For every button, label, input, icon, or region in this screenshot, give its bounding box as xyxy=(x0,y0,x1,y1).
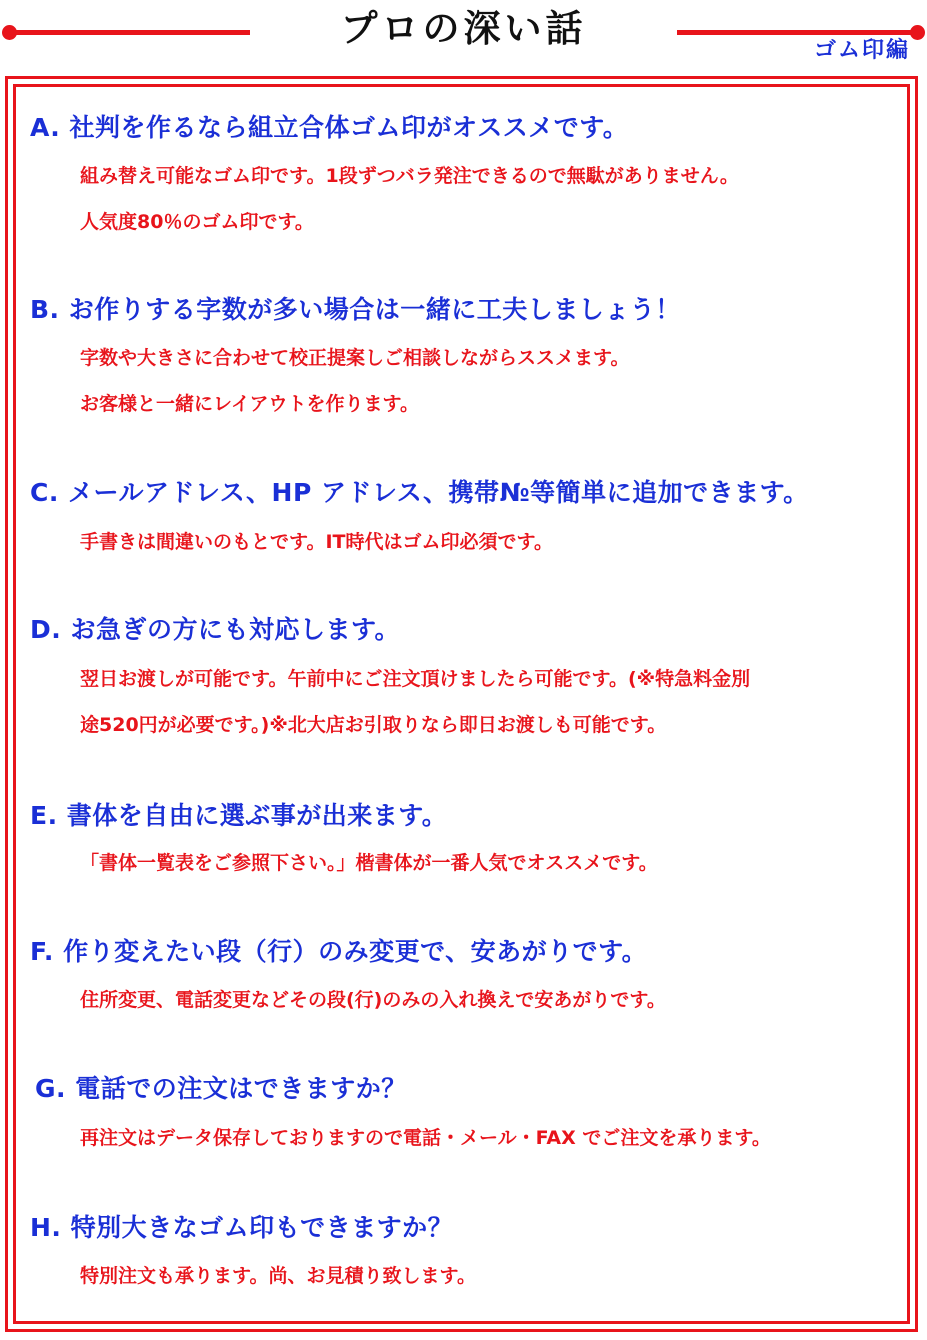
faq-question-c: C. メールアドレス、HP アドレス、携帯№等簡単に追加できます。 xyxy=(30,478,809,507)
page-title: プロの深い話 xyxy=(340,7,587,50)
faq-question-f: F. 作り変えたい段（行）のみ変更で、安あがりです。 xyxy=(30,937,648,966)
faq-answer-a-line-2: 人気度80％のゴム印です。 xyxy=(80,211,314,233)
faq-answer-a-line-1: 組み替え可能なゴム印です。1段ずつバラ発注できるので無駄がありません。 xyxy=(80,165,739,187)
header-rule-left-dot xyxy=(2,25,17,40)
faq-question-a: A. 社判を作るなら組立合体ゴム印がオススメです。 xyxy=(30,113,629,142)
faq-question-e: E. 書体を自由に選ぶ事が出来ます。 xyxy=(30,801,448,830)
faq-answer-b-line-2: お客様と一緒にレイアウトを作ります。 xyxy=(80,393,419,415)
faq-question-d: D. お急ぎの方にも対応します。 xyxy=(30,615,400,644)
faq-answer-e-line-1: 「書体一覧表をご参照下さい。」楷書体が一番人気でオススメです。 xyxy=(80,852,658,874)
header-rule-left xyxy=(8,30,250,35)
faq-answer-h-line-1: 特別注文も承ります。尚、お見積り致します。 xyxy=(80,1265,476,1287)
faq-question-h: H. 特別大きなゴム印もできますか？ xyxy=(30,1213,454,1242)
faq-answer-c-line-1: 手書きは間違いのもとです。IT時代はゴム印必須です。 xyxy=(80,531,553,553)
header-rule-right-dot xyxy=(910,25,925,40)
page-subtitle: ゴム印編 xyxy=(813,38,910,63)
faq-answer-d-line-1: 翌日お渡しが可能です。午前中にご注文頂けましたら可能です。(※特急料金別 xyxy=(80,668,751,690)
faq-answer-b-line-1: 字数や大きさに合わせて校正提案しご相談しながらススメます。 xyxy=(80,347,630,369)
faq-answer-g-line-1: 再注文はデータ保存しておりますので電話・メール・FAX でご注文を承ります。 xyxy=(80,1127,771,1149)
faq-answer-d-line-2: 途520円が必要です。)※北大店お引取りなら即日お渡しも可能です。 xyxy=(80,714,667,736)
faq-question-g: G. 電話での注文はできますか？ xyxy=(35,1074,407,1103)
header-rule-right xyxy=(677,30,917,35)
faq-question-b: B. お作りする字数が多い場合は一緒に工夫しましょう！ xyxy=(30,295,681,324)
faq-answer-f-line-1: 住所変更、電話変更などその段(行)のみの入れ換えで安あがりです。 xyxy=(80,989,666,1011)
